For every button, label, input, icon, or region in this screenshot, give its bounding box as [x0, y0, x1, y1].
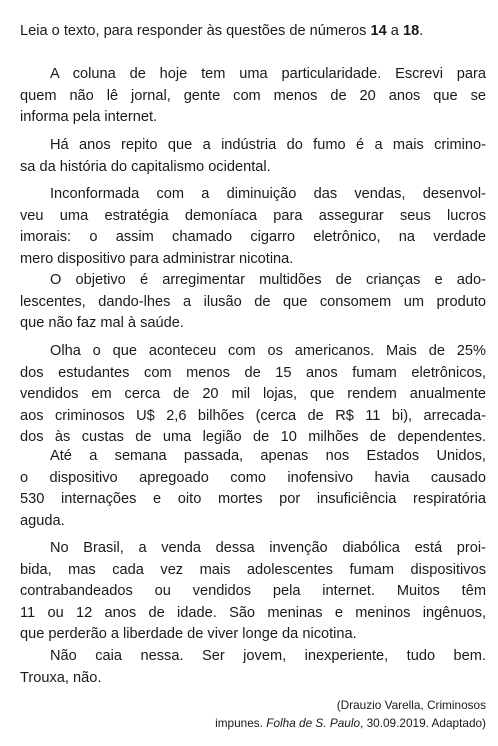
paragraph-6-line-1: Até a semana passada, apenas nos Estados Unidos,: [50, 448, 486, 464]
paragraph-7-line-3: contrabandeados ou vendidos pela internet. Muitos têm: [20, 583, 486, 599]
paragraph-3-line-4: mero dispositivo para administrar nicotina.: [20, 250, 294, 267]
paragraph-5-line-4: aos criminosos U$ 2,6 bilhões (cerca de R$ 11 bi), arrecada-: [20, 407, 486, 424]
source-prefix: impunes.: [215, 716, 267, 730]
instruction-connector: a: [386, 23, 403, 39]
paragraph-1-line-1: A coluna de hoje tem uma particularidade. Escrevi para: [50, 66, 486, 82]
instruction-line: [20, 21, 486, 43]
question-end-number: 18: [402, 23, 420, 39]
paragraph-8-line-2: Trouxa, não.: [20, 669, 102, 686]
paragraph-1-line-2: quem não lê jornal, gente com menos de 20 anos que se: [20, 87, 486, 104]
paragraph-2-line-2: sa da história do capitalismo ocidental.: [20, 158, 271, 175]
paragraph-7-line-4: 11 ou 12 anos de idade. São meninas e meninos ingênuos,: [20, 604, 486, 621]
paragraph-5-line-2: dos estudantes com menos de 15 anos fumam eletrônicos,: [20, 364, 486, 381]
source-citation-line-2: [215, 715, 486, 732]
paragraph-3-line-2: veu uma estratégia demoníaca para assegurar seus lucros: [20, 207, 486, 224]
paragraph-4-line-3: que não faz mal à saúde.: [20, 315, 184, 331]
paragraph-3-line-1: Inconformada com a diminuição das vendas, desenvol-: [50, 186, 486, 202]
paragraph-5-line-3: vendidos em cerca de 20 mil lojas, que rendem anualmente: [20, 386, 486, 402]
paragraph-2-line-1: Há anos repito que a indústria do fumo é a mais crimino-: [50, 137, 486, 153]
source-suffix: , 30.09.2019. Adaptado): [360, 716, 486, 730]
paragraph-8-line-1: Não caia nessa. Ser jovem, inexperiente, tudo bem.: [50, 648, 486, 664]
paragraph-5-line-5: dos às custas de uma legião de 10 milhões de dependentes.: [20, 429, 486, 445]
question-start-number: 14: [370, 23, 387, 39]
source-publication: Folha de S. Paulo: [266, 716, 361, 730]
instruction-period: .: [419, 23, 424, 39]
paragraph-7-line-5: que perderão a liberdade de viver longe da nicotina.: [20, 626, 357, 642]
paragraph-1-line-3: informa pela internet.: [20, 109, 158, 125]
paragraph-6-line-4: aguda.: [20, 512, 65, 529]
paragraph-6-line-2: o dispositivo apregoado como inofensivo havia causado: [20, 469, 486, 486]
paragraph-4-line-1: O objetivo é arregimentar multidões de crianças e ado-: [50, 272, 486, 288]
paragraph-7-line-2: bida, mas cada vez mais adolescentes fumam dispositivos: [20, 561, 486, 578]
paragraph-7-line-1: No Brasil, a venda dessa invenção diabólica está proi-: [50, 540, 486, 556]
paragraph-5-line-1: Olha o que aconteceu com os americanos. Mais de 25%: [50, 343, 486, 359]
paragraph-4-line-2: lescentes, dando-lhes a ilusão de que consomem um produto: [20, 293, 486, 310]
source-citation-line-1: (Drauzio Varella, Criminosos: [336, 698, 486, 712]
paragraph-3-line-3: imorais: o assim chamado cigarro eletrônico, na verdade: [20, 229, 486, 245]
paragraph-6-line-3: 530 internações e oito mortes por insuficiência respiratória: [20, 491, 486, 507]
instruction-text: Leia o texto, para responder às questões de números: [20, 23, 371, 39]
